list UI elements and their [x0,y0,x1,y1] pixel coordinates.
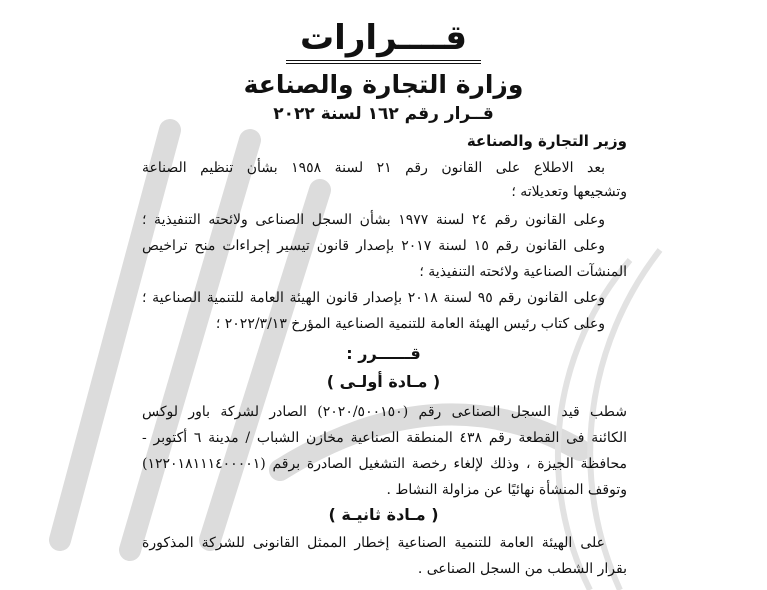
decided-heading: قــــــرر : [346,344,421,363]
preamble-line: وعلى كتاب رئيس الهيئة العامة للتنمية الصناعية المؤرخ ٢٠٢٢/٣/١٣ ؛ [215,316,605,332]
ministry-name: وزارة التجارة والصناعة [243,70,524,99]
decree-number: قــرار رقم ١٦٢ لسنة ٢٠٢٢ [273,104,494,124]
preamble-line: بعد الاطلاع على القانون رقم ٢١ لسنة ١٩٥٨ بشأن تنظيم الصناعة [142,160,605,176]
preamble-line: وتشجيعها وتعديلاته ؛ [511,184,627,200]
article-1-line: وتوقف المنشأة نهائيًا عن مزاولة النشاط . [386,482,627,498]
page-title: قــــرارات [0,18,767,58]
article-2-line: على الهيئة العامة للتنمية الصناعية إخطار الممثل القانونى للشركة المذكورة [142,535,605,551]
article-1-line: الكائنة فى القطعة رقم ٤٣٨ المنطقة الصناعية مخازن الشباب / مدينة ٦ أكتوبر - [142,430,628,446]
article-2-heading: ( مـادة ثانيـة ) [328,505,439,524]
preamble-line: وعلى القانون رقم ٩٥ لسنة ٢٠١٨ بإصدار قانون الهيئة العامة للتنمية الصناعية ؛ [142,290,606,306]
article-2-line: بقرار الشطب من السجل الصناعى . [417,561,627,577]
article-1-line: شطب قيد السجل الصناعى رقم (٢٠٢٠/٥٠٠١٥٠) الصادر لشركة باور لوكس [142,404,627,420]
minister-title: وزير التجارة والصناعة [466,132,627,150]
preamble-line: المنشآت الصناعية ولائحته التنفيذية ؛ [419,264,627,280]
article-1-heading: ( مـادة أولـى ) [326,372,441,391]
preamble-line: وعلى القانون رقم ١٥ لسنة ٢٠١٧ بإصدار قانون تيسير إجراءات منح تراخيص [142,238,606,254]
article-1-line: محافظة الجيزة ، وذلك لإلغاء رخصة التشغيل الصادرة برقم (١٢٢٠١٨١١١٤٠٠٠٠١) [142,456,627,472]
preamble-line: وعلى القانون رقم ٢٤ لسنة ١٩٧٧ بشأن السجل الصناعى ولائحته التنفيذية ؛ [142,212,606,228]
